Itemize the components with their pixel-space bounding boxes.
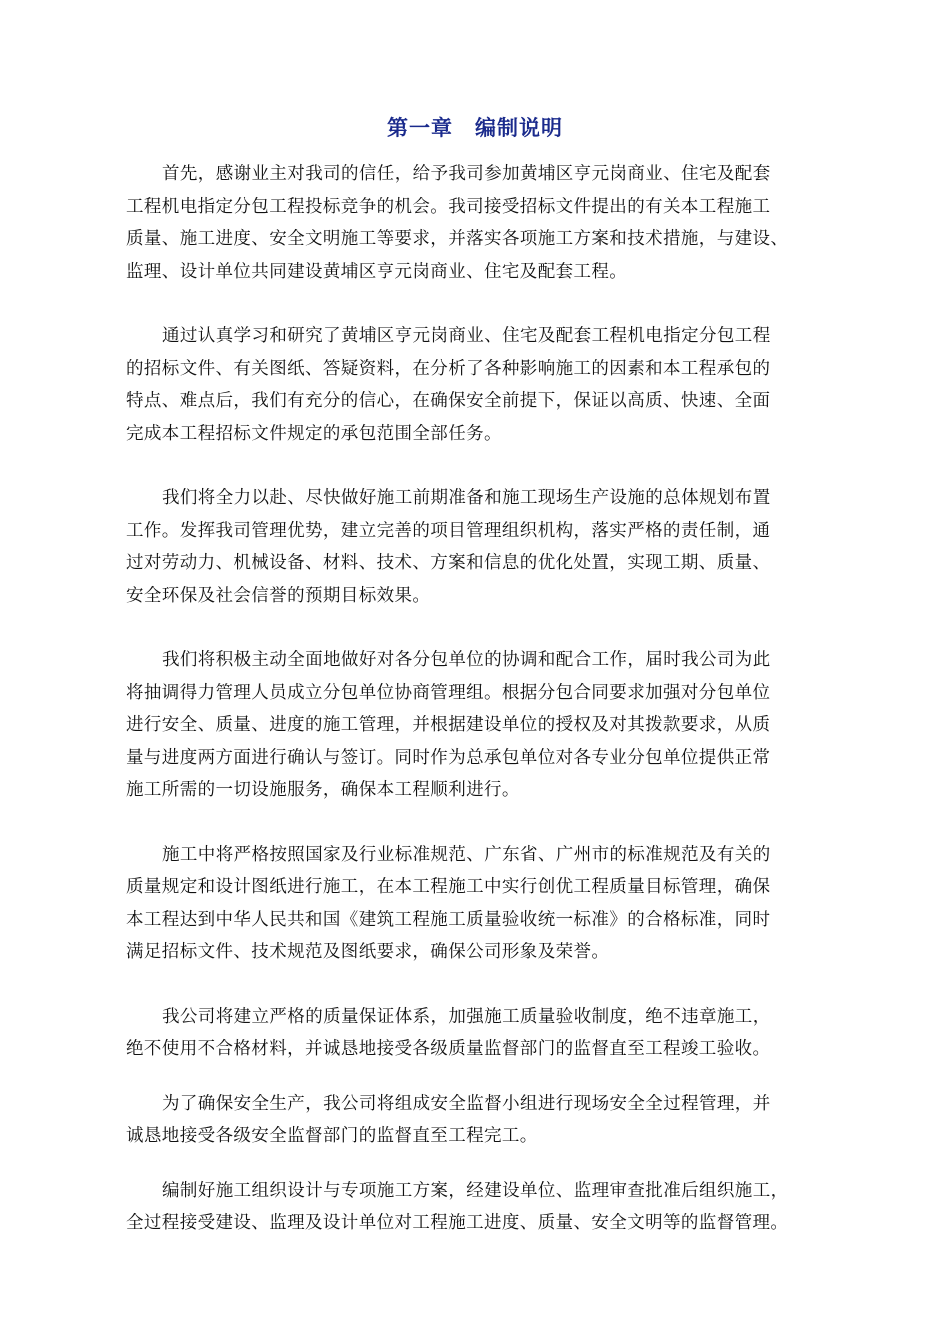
paragraph-8 [126,1175,818,1240]
paragraph-line: 编制好施工组织设计与专项施工方案，经建设单位、监理审查批准后组织施工， [162,1180,789,1201]
paragraph-line: 工作。发挥我司管理优势，建立完善的项目管理组织机构，落实严格的责任制，通 [126,520,771,541]
paragraph-line: 诚恳地接受各级安全监督部门的监督直至工程完工。 [126,1126,538,1146]
paragraph-5 [126,839,818,969]
paragraph-line: 将抽调得力管理人员成立分包单位协商管理组。根据分包合同要求加强对分包单位 [126,682,771,703]
paragraph-line: 进行安全、质量、进度的施工管理，并根据建设单位的授权及对其拨款要求，从质 [126,715,771,735]
document-body [126,158,818,1272]
paragraph-6 [126,1001,818,1066]
paragraph-line: 通过认真学习和研究了黄埔区亨元岗商业、住宅及配套工程机电指定分包工程 [162,326,771,346]
paragraph-7 [126,1088,818,1153]
paragraph-line: 满足招标文件、技术规范及图纸要求，确保公司形象及荣誉。 [126,942,610,962]
paragraph-line: 监理、设计单位共同建设黄埔区亨元岗商业、住宅及配套工程。 [126,261,628,282]
paragraph-line: 特点、难点后，我们有充分的信心，在确保安全前提下，保证以高质、快速、全面 [126,391,771,411]
paragraph-line: 量与进度两方面进行确认与签订。同时作为总承包单位对各专业分包单位提供正常 [126,747,771,768]
paragraph-line: 我们将积极主动全面地做好对各分包单位的协调和配合工作，届时我公司为此 [162,650,771,670]
paragraph-line: 安全环保及社会信誉的预期目标效果。 [126,585,431,606]
paragraph-line: 施工中将严格按照国家及行业标准规范、广东省、广州市的标准规范及有关的 [162,844,771,865]
chapter-title: 第一章 编制说明 [387,116,563,140]
paragraph-line: 我公司将建立严格的质量保证体系，加强施工质量验收制度，绝不违章施工， [162,1006,771,1027]
paragraph-line: 过对劳动力、机械设备、材料、技术、方案和信息的优化处置，实现工期、质量、 [126,553,771,573]
paragraph-1 [126,158,818,288]
paragraph-line: 质量规定和设计图纸进行施工，在本工程施工中实行创优工程质量目标管理，确保 [126,877,771,897]
paragraph-line: 全过程接受建设、监理及设计单位对工程施工进度、质量、安全文明等的监督管理。 [126,1213,789,1233]
paragraph-line: 完成本工程招标文件规定的承包范围全部任务。 [126,423,502,444]
paragraph-line: 工程机电指定分包工程投标竞争的机会。我司接受招标文件提出的有关本工程施工 [126,196,771,217]
paragraph-line: 我们将全力以赴、尽快做好施工前期准备和施工现场生产设施的总体规划布置 [162,488,771,508]
paragraph-line: 质量、施工进度、安全文明施工等要求，并落实各项施工方案和技术措施，与建设、 [126,229,789,249]
paragraph-line: 绝不使用不合格材料，并诚恳地接受各级质量监督部门的监督直至工程竣工验收。 [126,1039,771,1059]
paragraph-line: 首先，感谢业主对我司的信任，给予我司参加黄埔区亨元岗商业、住宅及配套 [162,164,771,184]
paragraph-line: 本工程达到中华人民共和国《建筑工程施工质量验收统一标准》的合格标准，同时 [126,909,771,930]
paragraph-2 [126,320,818,450]
paragraph-line: 施工所需的一切设施服务，确保本工程顺利进行。 [126,780,520,800]
paragraph-line: 为了确保安全生产，我公司将组成安全监督小组进行现场安全全过程管理，并 [162,1093,771,1114]
paragraph-line: 的招标文件、有关图纸、答疑资料，在分析了各种影响施工的因素和本工程承包的 [126,358,771,379]
paragraph-3 [126,482,818,612]
paragraph-4 [126,644,818,807]
